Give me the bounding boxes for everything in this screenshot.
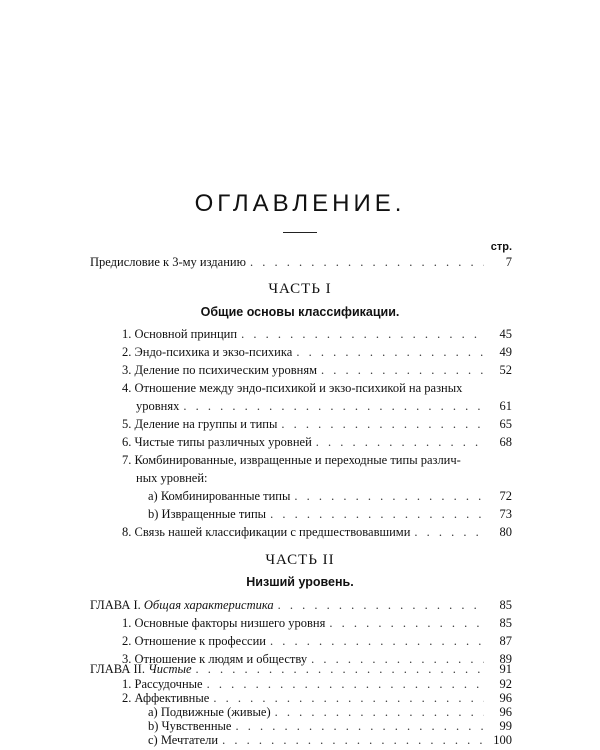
chapter-title: Чистые xyxy=(148,662,192,676)
toc-entry[interactable] xyxy=(122,415,512,433)
toc-chapter-1[interactable] xyxy=(90,596,512,614)
dot-leader xyxy=(241,325,484,343)
entry-page: 87 xyxy=(499,634,512,648)
entry-page: 92 xyxy=(499,677,512,691)
part-2-title: ЧАСТЬ II xyxy=(265,552,335,568)
entry-label: 3. Отношение к людям и обществу xyxy=(122,652,308,666)
toc-entry[interactable] xyxy=(136,397,512,415)
entry-label: c) Мечтатели xyxy=(148,733,219,747)
page-column-label: стр. xyxy=(490,241,512,253)
chapter-title: Общая характеристика xyxy=(143,598,274,612)
toc-entry[interactable] xyxy=(148,732,512,748)
dot-leader xyxy=(329,614,484,632)
entry-label: 2. Аффективные xyxy=(122,691,210,705)
entry-label: 8. Связь нашей классификации с предшествовавшими xyxy=(122,525,411,539)
toc-entry[interactable] xyxy=(122,343,512,361)
dot-leader xyxy=(270,505,484,523)
entry-page: 73 xyxy=(499,507,512,521)
dot-leader xyxy=(183,397,484,415)
entry-label: a) Комбинированные типы xyxy=(148,489,291,503)
entry-label: 6. Чистые типы различных уровней xyxy=(122,435,312,449)
toc-entry[interactable] xyxy=(122,523,512,541)
entry-label: 5. Деление на группы и типы xyxy=(122,417,278,431)
toc-entry[interactable] xyxy=(122,632,512,650)
entry-page: 96 xyxy=(499,705,512,719)
chapter-prefix: ГЛАВА I. xyxy=(90,598,141,612)
toc-entry[interactable] xyxy=(122,433,512,451)
dot-leader xyxy=(294,487,484,505)
entry-page: 85 xyxy=(499,598,512,612)
entry-page: 65 xyxy=(499,417,512,431)
dot-leader xyxy=(414,523,484,541)
toc-entry-preface[interactable] xyxy=(90,253,512,271)
entry-label: уровнях xyxy=(136,399,180,413)
part-1-heading: Общие основы классификации. xyxy=(200,305,400,319)
entry-page: 85 xyxy=(499,616,512,630)
entry-page: 52 xyxy=(499,363,512,377)
entry-label: 1. Рассудочные xyxy=(122,677,203,691)
dot-leader xyxy=(222,732,484,748)
entry-page: 91 xyxy=(499,662,512,676)
entry-page: 99 xyxy=(499,719,512,733)
dot-leader xyxy=(296,343,484,361)
entry-label: b) Чувственные xyxy=(148,719,232,733)
entry-page: 72 xyxy=(499,489,512,503)
entry-label xyxy=(90,596,274,614)
toc-entry[interactable] xyxy=(148,505,512,523)
entry-page: 89 xyxy=(499,652,512,666)
part-1-title: ЧАСТЬ I xyxy=(268,281,332,297)
page-title: ОГЛАВЛЕНИЕ. xyxy=(194,190,406,217)
part-2-heading: Низший уровень. xyxy=(246,575,354,589)
entry-label: 2. Эндо-психика и экзо-психика xyxy=(122,345,293,359)
entry-label: 3. Деление по психическим уровням xyxy=(122,363,317,377)
toc-entry[interactable] xyxy=(148,487,512,505)
entry-page: 45 xyxy=(499,327,512,341)
entry-page: 61 xyxy=(499,399,512,413)
entry-label: 2. Отношение к профессии xyxy=(122,634,266,648)
entry-page: 49 xyxy=(499,345,512,359)
dot-leader xyxy=(281,415,484,433)
entry-page: 7 xyxy=(505,255,512,269)
entry-label: a) Подвижные (живые) xyxy=(148,705,271,719)
entry-label: b) Извращенные типы xyxy=(148,507,267,521)
entry-label: 1. Основные факторы низшего уровня xyxy=(122,616,326,630)
chapter-prefix: ГЛАВА II. xyxy=(90,662,145,676)
entry-page: 96 xyxy=(499,691,512,705)
entry-page: 100 xyxy=(493,733,512,747)
dot-leader xyxy=(316,433,484,451)
entry-label-line1: 4. Отношение между эндо-психикой и экзо-психикой на разных xyxy=(122,381,463,395)
entry-label: Предисловие к 3-му изданию xyxy=(90,255,246,269)
entry-label-line1: 7. Комбинированные, извращенные и переходные типы различ- xyxy=(122,453,461,467)
toc-entry[interactable] xyxy=(122,614,512,632)
dot-leader xyxy=(278,596,484,614)
dot-leader xyxy=(250,253,484,271)
entry-label: 1. Основной принцип xyxy=(122,327,238,341)
entry-label-line2: ных уровней: xyxy=(136,471,208,485)
toc-entry[interactable] xyxy=(122,361,512,379)
dot-leader xyxy=(270,632,484,650)
entry-page: 80 xyxy=(499,525,512,539)
entry-page: 68 xyxy=(499,435,512,449)
toc-entry[interactable] xyxy=(122,325,512,343)
title-divider xyxy=(283,232,317,233)
dot-leader xyxy=(321,361,484,379)
